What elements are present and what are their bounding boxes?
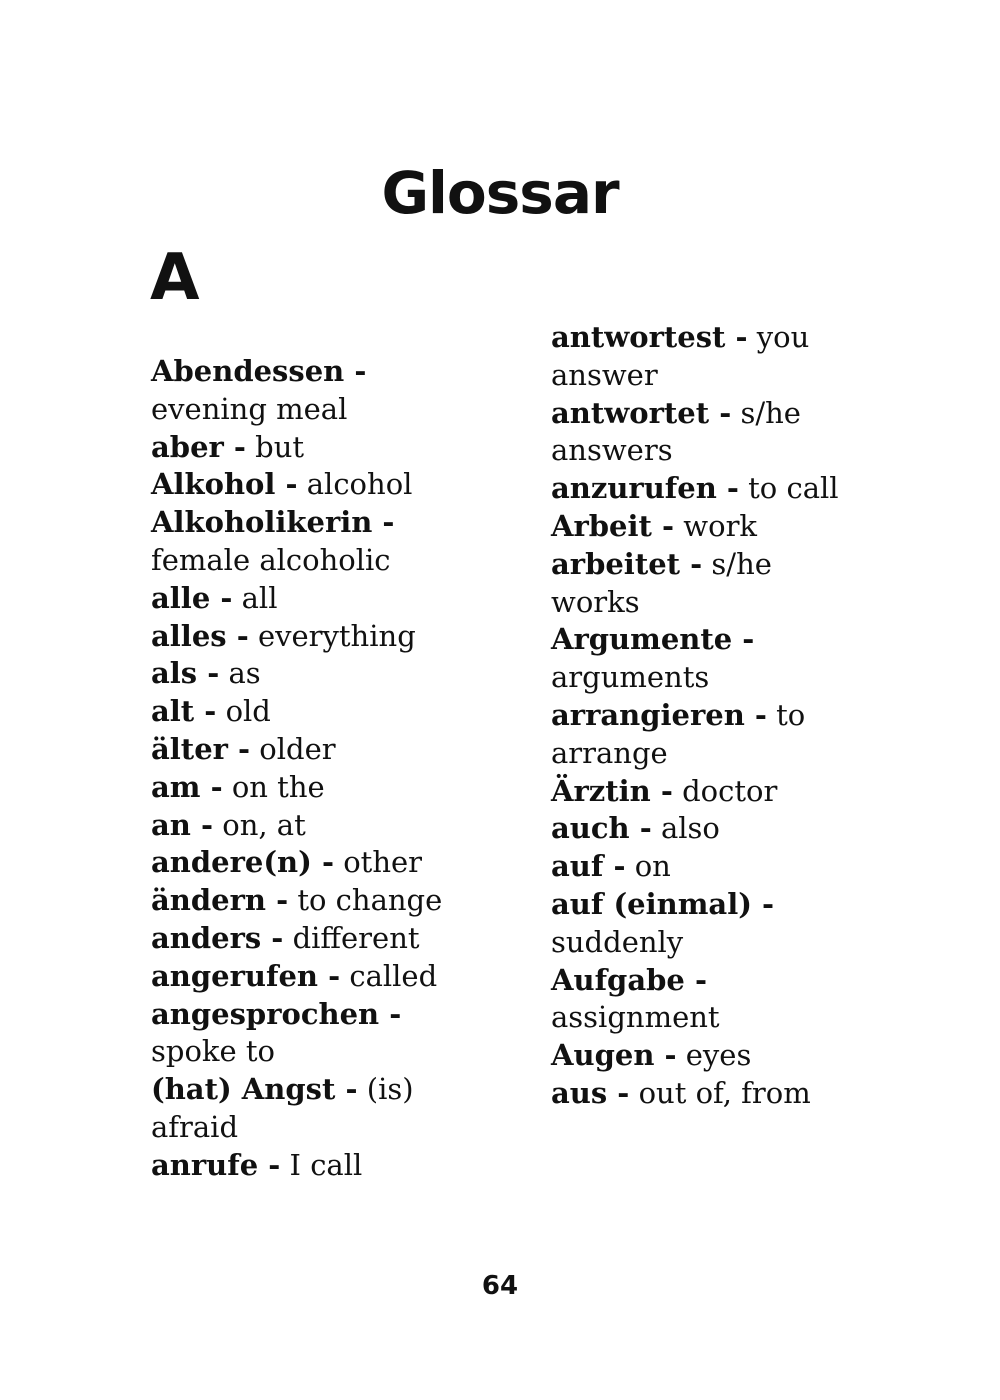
glossary-definition: to call bbox=[748, 471, 839, 506]
glossary-definition: s/he works bbox=[551, 546, 772, 619]
glossary-definition: all bbox=[241, 580, 278, 615]
glossary-entry bbox=[551, 886, 851, 962]
glossary-entry bbox=[151, 958, 461, 996]
glossary-term: andere(n) - bbox=[151, 845, 334, 880]
glossary-definition: you answer bbox=[551, 320, 810, 392]
glossary-definition: work bbox=[683, 508, 757, 543]
glossary-term: aus - bbox=[551, 1075, 630, 1110]
glossary-term: Argumente - bbox=[551, 622, 755, 657]
glossary-definition: older bbox=[259, 731, 336, 766]
glossary-entry bbox=[151, 655, 461, 693]
glossary-definition: doctor bbox=[682, 773, 778, 808]
glossary-entry bbox=[151, 353, 461, 429]
glossary-definition: assignment bbox=[551, 1000, 720, 1035]
glossary-definition: to arrange bbox=[551, 697, 806, 770]
glossary-entry bbox=[151, 769, 461, 807]
glossary-entry bbox=[151, 466, 461, 504]
glossary-entry bbox=[151, 731, 461, 769]
glossary-term: älter - bbox=[151, 731, 251, 766]
glossary-definition: out of, from bbox=[638, 1075, 811, 1110]
glossary-term: alles - bbox=[151, 618, 249, 653]
glossary-entry bbox=[551, 962, 851, 1038]
glossary-term: Alkohol - bbox=[151, 467, 298, 502]
glossary-entry bbox=[151, 844, 461, 882]
glossary-term: an - bbox=[151, 807, 214, 842]
glossary-entry bbox=[151, 1071, 461, 1147]
glossary-entry bbox=[151, 429, 461, 467]
glossary-definition: I call bbox=[289, 1147, 363, 1182]
glossary-definition: everything bbox=[257, 618, 416, 653]
glossary-entry bbox=[151, 996, 461, 1072]
glossary-entry bbox=[551, 621, 851, 697]
page-number: 64 bbox=[481, 1271, 519, 1301]
glossary-definition: spoke to bbox=[151, 1034, 275, 1069]
glossary-term: angerufen - bbox=[151, 958, 341, 993]
glossary-term: Ärztin - bbox=[551, 773, 673, 808]
glossary-term: angesprochen - bbox=[151, 996, 402, 1031]
glossary-term: arrangieren - bbox=[551, 697, 767, 732]
glossary-term: auf (einmal) - bbox=[551, 886, 775, 921]
glossary-term: alt - bbox=[151, 694, 217, 729]
glossary-definition: s/he answers bbox=[551, 395, 801, 468]
glossary-term: antwortet - bbox=[551, 395, 732, 430]
glossary-entry bbox=[551, 508, 851, 546]
glossary-definition: old bbox=[225, 694, 271, 729]
glossary-definition: other bbox=[343, 845, 423, 880]
glossary-definition: to change bbox=[297, 883, 443, 918]
glossary-entry bbox=[551, 773, 851, 811]
glossary-entry bbox=[551, 319, 851, 395]
glossary-term: am - bbox=[151, 769, 223, 804]
glossary-entry bbox=[151, 580, 461, 618]
glossary-term: Alkoholikerin - bbox=[151, 505, 395, 540]
page-title: Glossar bbox=[381, 159, 619, 227]
glossary-definition: alcohol bbox=[306, 467, 413, 502]
glossary-definition: arguments bbox=[551, 660, 710, 695]
glossary-entry bbox=[551, 848, 851, 886]
glossary-term: arbeitet - bbox=[551, 546, 703, 581]
glossary-term: Aufgabe - bbox=[551, 962, 707, 997]
glossary-entry bbox=[151, 807, 461, 845]
glossary-entry bbox=[151, 693, 461, 731]
glossary-term: Augen - bbox=[551, 1038, 677, 1073]
glossary-entry bbox=[151, 882, 461, 920]
glossary-column-right bbox=[551, 319, 851, 1113]
glossary-term: antwortest - bbox=[551, 320, 748, 354]
glossary-definition: female alcoholic bbox=[151, 542, 391, 577]
glossary-term: alle - bbox=[151, 580, 233, 615]
glossary-definition: called bbox=[349, 958, 438, 993]
glossary-entry bbox=[151, 920, 461, 958]
glossary-entry bbox=[551, 470, 851, 508]
glossary-definition: different bbox=[292, 920, 420, 955]
glossary-definition: but bbox=[255, 429, 305, 464]
glossary-entry bbox=[151, 504, 461, 580]
glossary-definition: on the bbox=[231, 769, 325, 804]
glossary-entry bbox=[551, 697, 851, 773]
glossary-definition: eyes bbox=[685, 1038, 752, 1073]
glossary-definition: on bbox=[634, 849, 671, 884]
glossary-term: auch - bbox=[551, 811, 652, 846]
glossary-entry bbox=[551, 1037, 851, 1075]
glossary-term: ändern - bbox=[151, 883, 289, 918]
glossary-term: Abendessen - bbox=[151, 354, 367, 388]
glossary-term: anzurufen - bbox=[551, 471, 739, 506]
glossary-term: als - bbox=[151, 656, 220, 691]
glossary-term: (hat) Angst - bbox=[151, 1072, 358, 1107]
glossary-entry bbox=[551, 810, 851, 848]
glossary-definition: evening meal bbox=[151, 391, 348, 426]
glossary-entry bbox=[151, 1147, 461, 1185]
glossary-term: auf - bbox=[551, 849, 626, 884]
section-letter: A bbox=[150, 241, 200, 315]
glossary-entry bbox=[151, 618, 461, 656]
glossary-entry bbox=[551, 546, 851, 622]
glossary-term: aber - bbox=[151, 429, 246, 464]
glossary-term: Arbeit - bbox=[551, 508, 675, 543]
glossary-definition: (is) afraid bbox=[151, 1072, 414, 1144]
glossary-definition: on, at bbox=[222, 807, 306, 842]
glossary-definition: suddenly bbox=[551, 924, 684, 959]
glossary-entry bbox=[551, 395, 851, 471]
glossary-definition: also bbox=[660, 811, 720, 846]
glossary-definition: as bbox=[228, 656, 261, 691]
glossary-column-left bbox=[151, 353, 461, 1185]
glossary-term: anders - bbox=[151, 920, 284, 955]
glossary-entry bbox=[551, 1075, 851, 1113]
glossary-term: anrufe - bbox=[151, 1147, 281, 1182]
